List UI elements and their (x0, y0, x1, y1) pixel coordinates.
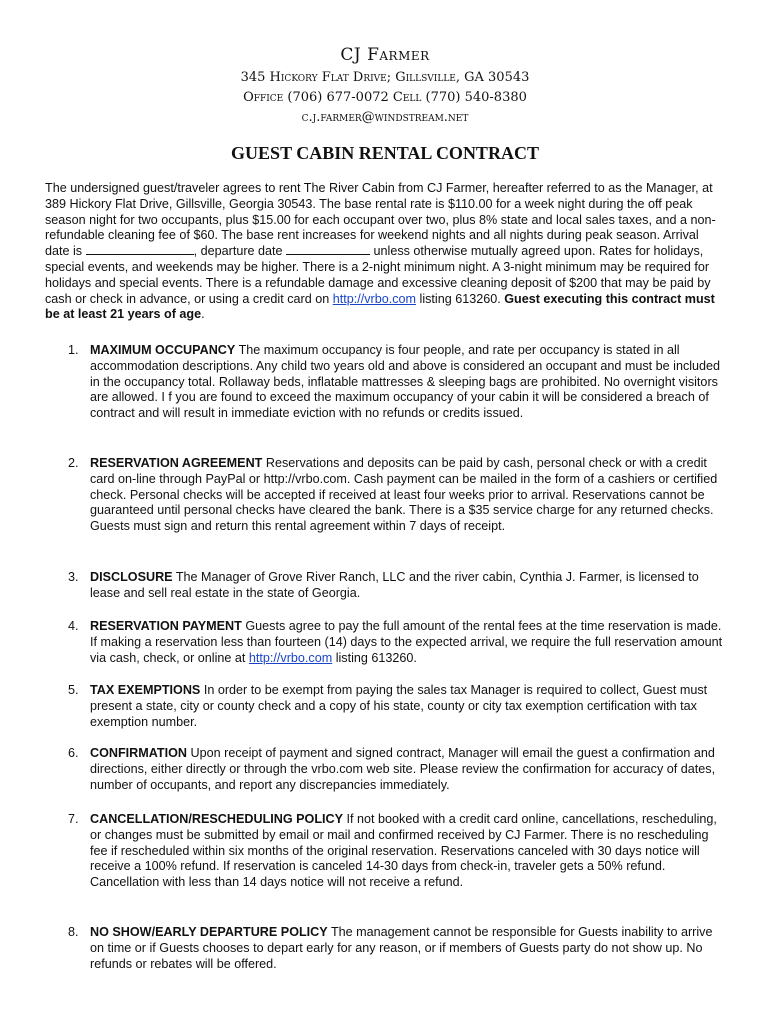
item-number: 3. (68, 570, 79, 584)
item-heading: NO SHOW/EARLY DEPARTURE POLICY (90, 925, 328, 939)
item-heading: TAX EXEMPTIONS (90, 683, 201, 697)
item-number: 1. (68, 343, 79, 357)
item-text: Guests agree to pay the full amount of the rental fees at the time reservation is made. If making a reservation less than fourteen (14) days to the expected arrival, we require the full reservation amount via cash, check, or online at (90, 619, 723, 665)
letterhead-address: 345 Hickory Flat Drive; Gillsville, GA 30543 (240, 70, 530, 85)
item-text: Reservations and deposits can be paid by cash, personal check or with a credit card on-line through PayPal or http://vrbo.com. Cash payment can be mailed in the form of a cashiers or certified check. Personal checks will be accepted if received at least four weeks prior to arrival. Reservations cannot be guaranteed until personal checks have cleared the bank. There is a $35 service charge for any returned checks. Guests must sign and return this rental agreement within 7 days of receipt. (90, 456, 718, 534)
letterhead-email: c.j.farmer@windstream.net (301, 110, 469, 125)
item-text: If not booked with a credit card online, cancellations, rescheduling, or changes must be submitted by email or mail and confirmed received by CJ Farmer. There is no rescheduling fee if rescheduled within six months of the original reservation. Reservations canceled with 30 days notice will receive a 100% refund. If reservation is canceled 14-30 days from check-in, traveler gets a 50% refund. Cancellation with less than 14 days notice will not receive a refund. (90, 812, 717, 890)
item-heading: RESERVATION PAYMENT (90, 619, 242, 633)
age-requirement: Guest executing this contract must be at least 21 years of age (45, 291, 715, 322)
item-text: The Manager of Grove River Ranch, LLC and the river cabin, Cynthia J. Farmer, is licensed to lease and sell real estate in the state of Georgia. (90, 570, 699, 600)
arrival-date-blank[interactable] (86, 244, 194, 255)
item-heading: CANCELLATION/RESCHEDULING POLICY (90, 812, 344, 826)
item-heading: RESERVATION AGREEMENT (90, 456, 263, 470)
item-number: 2. (68, 456, 79, 470)
intro-text-2: , departure date (193, 244, 287, 259)
item-number: 5. (68, 683, 79, 697)
item-text: In order to be exempt from paying the sales tax Manager is required to collect, Guest must present a state, city or county check and a copy of his state, county or city tax exemption certification with tax exemption number. (90, 683, 708, 729)
intro-text-3: unless otherwise mutually agreed upon. Rates for holidays, special events, and weekends may be higher. There is a 2-night minimum night. A 3-night minimum may be required for holidays and special events. There is a refundable damage and excessive cleaning deposit of $200 that may be paid by cash or check in advance, or using a credit card on (45, 244, 711, 306)
item-number: 6. (68, 746, 79, 760)
item-number: 7. (68, 812, 79, 826)
vrbo-link[interactable]: http://vrbo.com (332, 291, 417, 306)
departure-date-blank[interactable] (286, 244, 370, 255)
letterhead-phones: Office (706) 677-0072 Cell (770) 540-8380 (243, 90, 527, 105)
item-heading: DISCLOSURE (90, 570, 173, 584)
item-heading: MAXIMUM OCCUPANCY (90, 343, 236, 357)
intro-period: . (201, 307, 205, 322)
item-text-after: listing 613260. (332, 650, 417, 665)
item-text: The management cannot be responsible for Guests inability to arrive on time or if Guests chooses to depart early for any reason, or if members of Guests party do not show up. No refunds or rebates will be offered. (90, 925, 713, 971)
item-text: Upon receipt of payment and signed contract, Manager will email the guest a confirmation and directions, either directly or through the vrbo.com web site. Please review the confirmation for accuracy of dates, number of occupants, and report any discrepancies immediately. (90, 746, 716, 792)
vrbo-link[interactable]: http://vrbo.com (248, 650, 333, 665)
item-number: 8. (68, 925, 79, 939)
intro-text-1: The undersigned guest/traveler agrees to rent The River Cabin from CJ Farmer, hereafter referred to as the Manager, at 389 Hickory Flat Drive, Gillsville, Georgia 30543. The base rental rate is $110.00 for a week night during the off peak season night for two occupants, plus $15.00 for each occupant over two, plus 8% state and local sales taxes, and a non-refundable cleaning fee of $60. The base rent increases for weekend nights and all nights during peak season. Arrival date is (45, 181, 716, 259)
document-title: GUEST CABIN RENTAL CONTRACT (231, 143, 539, 163)
letterhead (0, 42, 770, 128)
letterhead-name: CJ Farmer (340, 45, 430, 65)
intro-text-4: listing 613260. (416, 291, 505, 306)
item-text: The maximum occupancy is four people, and rate per occupancy is stated in all accommodation descriptions. Any child two years old and above is considered an occupant and must be included in the occupancy total. Rollaway beds, inflatable mattresses & sleeping bags are prohibited. No overnight visitors are allowed. I f you are found to exceed the maximum occupancy of your cabin it will be considered a breach of contract and will result in immediate eviction with no refunds or credits issued. (90, 343, 721, 421)
intro-paragraph (45, 181, 725, 323)
item-number: 4. (68, 619, 79, 633)
item-heading: CONFIRMATION (90, 746, 188, 760)
